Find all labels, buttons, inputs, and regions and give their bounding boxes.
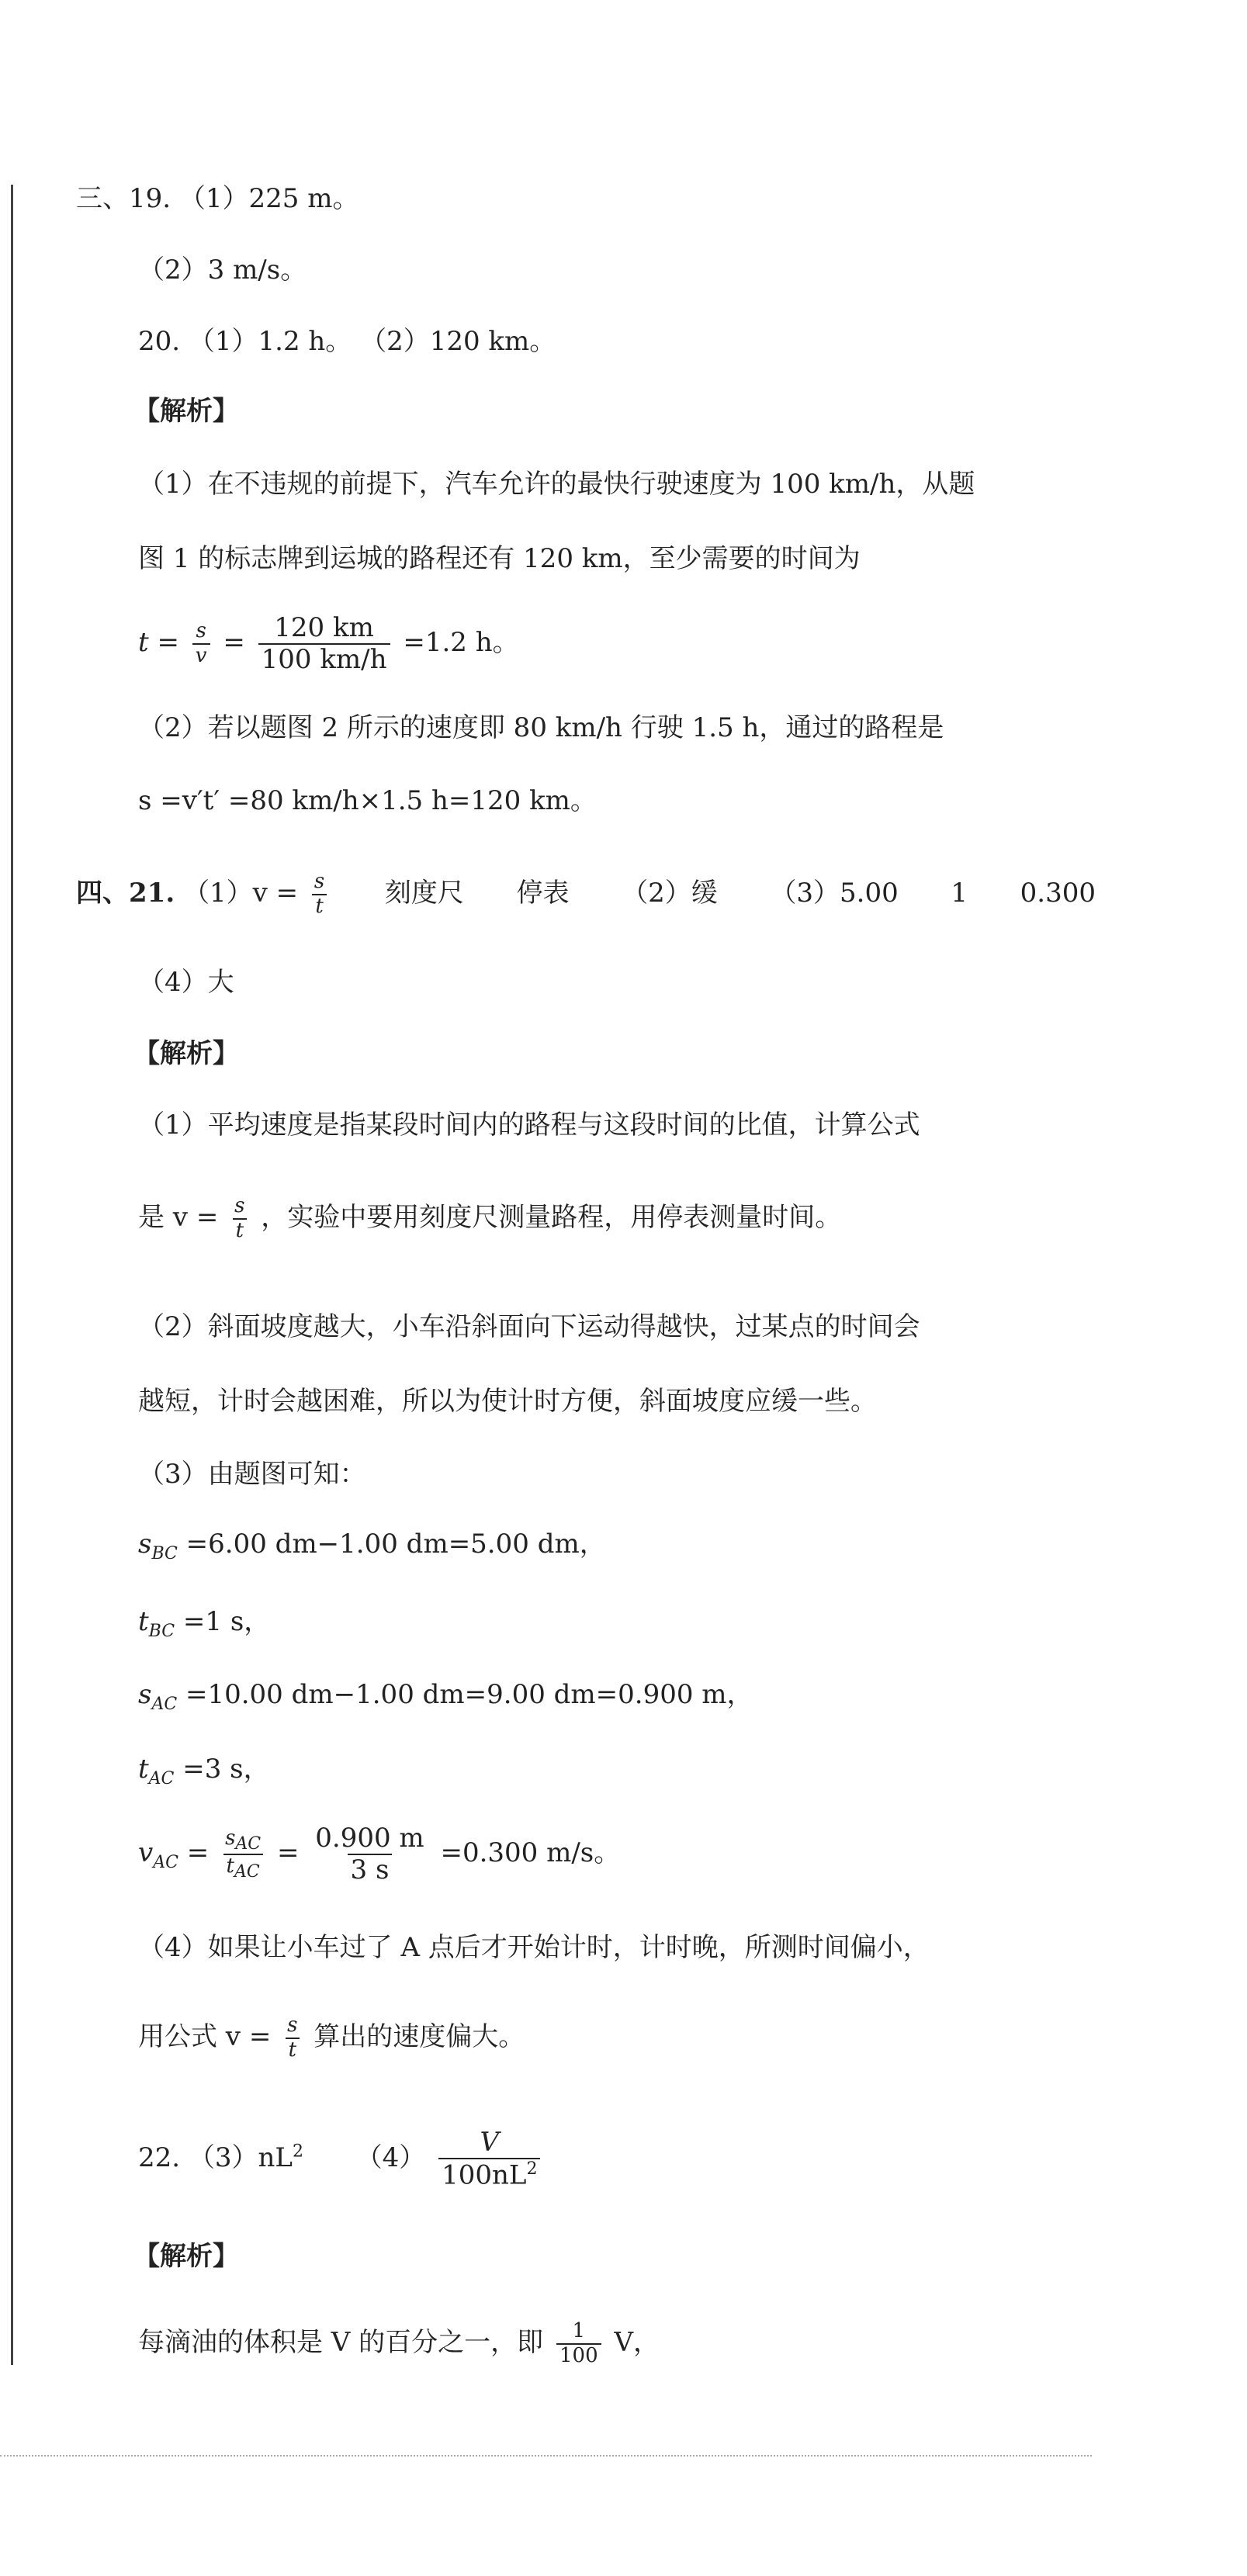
q22-num: V: [480, 2127, 500, 2158]
vac-var: v: [138, 1837, 154, 1869]
p5-pre: 每滴油的体积是 V 的百分之一，即: [138, 2326, 544, 2358]
tac-var: t: [138, 1754, 149, 1785]
sac-rest: =10.00 dm−1.00 dm=9.00 dm=0.900 m，: [177, 1679, 753, 1710]
vac-f2-num: 0.900 m: [315, 1823, 424, 1854]
q20-equation-distance: s =v′t′ =80 km/h×1.5 h=120 km。: [138, 785, 597, 816]
vac-f1-num-sub: AC: [235, 1833, 262, 1854]
q21-analysis-p4b: [138, 2014, 525, 2062]
q21-analysis-p4a: （4）如果让小车过了 A 点后才开始计时，计时晚，所测时间偏小，: [138, 1932, 930, 1963]
p5-fraction: [556, 2320, 601, 2368]
tac-rest: =3 s，: [174, 1754, 270, 1785]
eq-t-bc: [138, 1606, 270, 1642]
q20-answers: 20. （1）1.2 h。 （2）120 km。: [138, 326, 556, 357]
q21-analysis-p2b: 越短，计时会越困难，所以为使计时方便，斜面坡度应缓一些。: [138, 1386, 877, 1417]
sbc-rest: =6.00 dm−1.00 dm=5.00 dm，: [177, 1529, 606, 1560]
tbc-sub: BC: [148, 1621, 175, 1641]
vac-f1-den: [223, 1854, 263, 1882]
tbc-rest: =1 s，: [175, 1606, 271, 1637]
eq1-f1-num: s: [196, 619, 206, 643]
eq1-f2-num: 120 km: [274, 612, 374, 643]
p4b-den: t: [286, 2038, 300, 2062]
eq1-fraction-values: [258, 613, 390, 675]
eq-s-bc: [138, 1529, 606, 1564]
q21-analysis-p2a: （2）斜面坡度越大，小车沿斜面向下运动得越快，过某点的时间会: [138, 1311, 920, 1342]
p1b-den: t: [233, 1218, 247, 1243]
q19-part1: 三、19. （1）225 m。: [76, 183, 359, 214]
analysis-heading-3: 【解析】: [133, 2241, 239, 2272]
p4b-post: 算出的速度偏大。: [313, 2020, 525, 2052]
eq1-fraction-s-v: [192, 620, 210, 668]
q21-analysis-p1a: （1）平均速度是指某段时间内的路程与这段时间的比值，计算公式: [138, 1110, 920, 1141]
q22-part3: 22. （3）nL: [138, 2141, 293, 2173]
vac-f1-num-var: s: [225, 1826, 236, 1850]
vac-f2-den: 3 s: [348, 1854, 393, 1885]
q19-part2: （2）3 m/s。: [138, 254, 307, 286]
vac-rhs: =0.300 m/s。: [440, 1837, 621, 1869]
eq-s-ac: [138, 1679, 753, 1715]
q22-answers: [138, 2128, 545, 2191]
sbc-sub: BC: [151, 1543, 178, 1563]
vac-equals-2: =: [276, 1837, 300, 1869]
sbc-var: s: [138, 1529, 152, 1560]
eq1-f2-den: 100 km/h: [258, 643, 390, 675]
p5-den: 100: [556, 2343, 601, 2368]
q21-answers: [76, 871, 1096, 919]
q22-den: [438, 2158, 540, 2190]
vac-equals: =: [186, 1837, 210, 1869]
q21-frac-num: s: [313, 870, 325, 893]
left-margin-rule: [11, 185, 13, 2365]
q22-part4: （4）: [355, 2141, 426, 2173]
vac-f1-den-sub: AC: [234, 1862, 260, 1882]
page-bottom-dotted-rule: [0, 2455, 1092, 2457]
p4b-fraction: [284, 2014, 300, 2062]
p1b-pre: 是 v =: [138, 1201, 219, 1233]
q21-part3-time: 1: [951, 877, 968, 909]
sac-sub: AC: [151, 1694, 178, 1714]
q20-equation-time: [138, 613, 519, 675]
eq-v-ac: [138, 1823, 620, 1885]
q22-part3-sup: 2: [293, 2141, 303, 2162]
eq-t-ac: [138, 1754, 270, 1789]
eq1-equals: =: [157, 627, 179, 659]
eq1-rhs: =1.2 h。: [403, 627, 519, 659]
p1b-num: s: [234, 1194, 245, 1217]
q21-frac-den: t: [312, 894, 326, 919]
p4b-pre: 用公式 v =: [138, 2020, 272, 2052]
q20-analysis-p1a: （1）在不违规的前提下，汽车允许的最快行驶速度为 100 km/h，从题: [138, 469, 975, 500]
tbc-var: t: [138, 1606, 149, 1637]
q21-ruler: 刻度尺: [384, 877, 464, 909]
q21-part4: （4）大: [138, 967, 234, 998]
q20-analysis-p2: （2）若以题图 2 所示的速度即 80 km/h 行驶 1.5 h，通过的路程是: [138, 712, 944, 743]
q22-fraction: [438, 2128, 540, 2191]
tac-sub: AC: [148, 1768, 175, 1788]
q21-analysis-p1b: [138, 1195, 841, 1243]
eq1-equals-2: =: [223, 627, 245, 659]
p1b-fraction: [231, 1195, 248, 1243]
vac-sub: AC: [153, 1852, 178, 1872]
vac-f1-num: [222, 1827, 264, 1854]
vac-fraction-symbolic: [222, 1827, 264, 1882]
vac-fraction-values: [312, 1823, 427, 1885]
eq1-f1-den: v: [192, 643, 210, 668]
q21-fraction: [311, 871, 327, 919]
p4b-num: s: [287, 2013, 298, 2037]
q21-analysis-p3: （3）由题图可知：: [138, 1459, 366, 1490]
p5-post: V，: [614, 2326, 660, 2358]
analysis-heading-2: 【解析】: [133, 1038, 239, 1069]
q21-part1: （1）v =: [182, 877, 299, 909]
p5-num: 1: [572, 2319, 586, 2342]
analysis-heading-1: 【解析】: [133, 396, 239, 427]
q22-den-text: 100nL: [442, 2159, 527, 2191]
q21-part2: （2）缓: [622, 877, 718, 909]
q21-part3: （3）5.00: [770, 877, 899, 909]
q21-prefix: 四、21.: [76, 877, 175, 909]
q21-part3-speed: 0.300: [1020, 877, 1096, 909]
p1b-post: ，实验中要用刻度尺测量路程，用停表测量时间。: [261, 1201, 842, 1233]
q22-den-sup: 2: [526, 2159, 538, 2180]
q20-analysis-p1b: 图 1 的标志牌到运城的路程还有 120 km，至少需要的时间为: [138, 543, 861, 574]
q22-analysis-p1: [138, 2320, 660, 2368]
eq1-lhs: t: [138, 627, 149, 659]
sac-var: s: [138, 1679, 152, 1710]
vac-f1-den-var: t: [226, 1854, 234, 1878]
q21-stopwatch: 停表: [516, 877, 570, 909]
